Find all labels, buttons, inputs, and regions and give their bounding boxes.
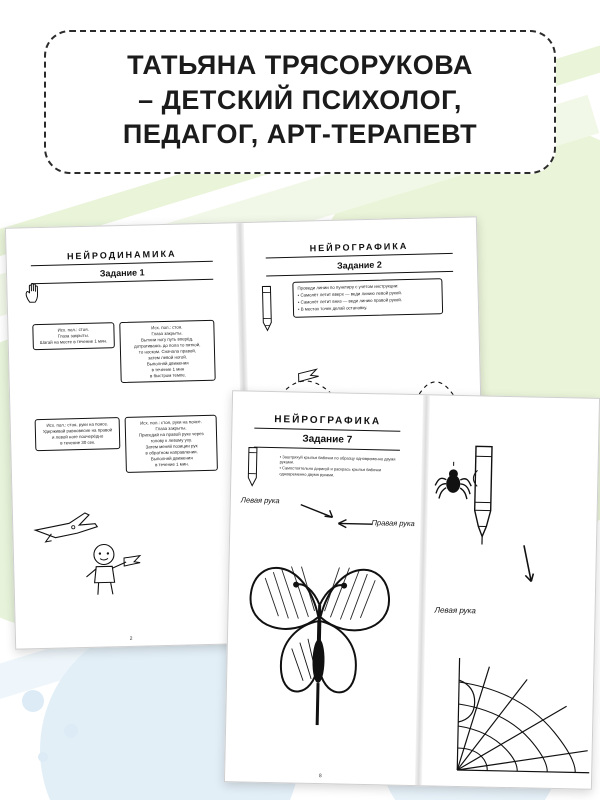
book-front	[224, 390, 600, 790]
page-task-title: Задание 7	[302, 433, 353, 446]
label-left-hand: Левая рука	[240, 495, 280, 506]
label-left-hand: Левая рука	[434, 605, 476, 616]
title-line-3: ПЕДАГОГ, АРТ-ТЕРАПЕВТ	[122, 119, 478, 150]
pencil-icon	[256, 284, 277, 336]
hand-icon	[21, 280, 48, 307]
instruction-bullet: • Самолёт летит вверх — веди линию левой рукой.	[297, 290, 403, 298]
arrow-down	[515, 543, 544, 590]
page-header: НЕЙРОДИНАМИКА	[31, 248, 214, 266]
exercise-box: Исх. пол.: стоя, руки на поясе. Глаза закрыты. Приседай на правой руке через голову к левому уху. Затем меняй позиции рук в обратном направлении. Выполняй движения в течение 1 мин.	[125, 415, 219, 473]
title-line-2: – ДЕТСКИЙ ПСИХОЛОГ,	[138, 84, 462, 115]
instruction-bullet: • Самостоятельно дорисуй и раскрась крылья бабочки одновременно двумя руками.	[279, 465, 382, 477]
page-number: 2	[129, 635, 133, 642]
label-right-hand: Правая рука	[371, 518, 415, 529]
back-book-left-page	[6, 223, 246, 649]
exercise-box: Исх. пол.: стоя. Глаза закрыты. Шагай на месте в течение 1 мин.	[32, 322, 114, 350]
front-book-left-page	[225, 391, 423, 785]
divider	[254, 447, 400, 451]
page-number: 8	[318, 773, 322, 780]
instruction-bullet: • В местах точек делай остановку.	[297, 304, 368, 312]
instruction-text: Проведи линии по пунктиру с учётом инструкции:	[297, 283, 399, 291]
spider-drawing	[433, 461, 474, 502]
instruction-bullet: • Заштрихуй крылья бабочки по образцу одновременно двумя руками.	[279, 454, 396, 465]
front-book-right-page	[419, 395, 599, 789]
butterfly-drawing	[232, 519, 407, 753]
books-photo	[0, 196, 600, 800]
exercise-box: Исх. пол.: стоя. Глаза закрыты. Вытяни ногу путь вперёд, дотрагиваясь до пола то пяткой, то носком. Сначала правой, затем левой ногой. Выполняй движения в течение 1 мин в быстром темпе.	[119, 320, 216, 384]
child-with-airplane-doodle	[78, 539, 151, 597]
page-header: НЕЙРОГРАФИКА	[265, 240, 452, 259]
exercise-box: Исх. пол.: стоя, руки на поясе. Удерживай равновесие на правой и левой ноге поочерёдно в течение 30 сек.	[35, 418, 121, 452]
page-task-title: Задание 2	[336, 259, 382, 271]
title-line-1: ТАТЬЯНА ТРЯСОРУКОВА	[127, 50, 473, 80]
instruction-bullet: • Самолёт летит вниз — веди линию правой рукой.	[297, 297, 403, 305]
page-header: НЕЙРОГРАФИКА	[254, 414, 401, 432]
pencil-icon	[243, 445, 262, 489]
title-banner	[44, 30, 556, 174]
divider	[31, 279, 213, 284]
spider-web-drawing	[447, 652, 599, 775]
page-task-title: Задание 1	[99, 267, 145, 279]
